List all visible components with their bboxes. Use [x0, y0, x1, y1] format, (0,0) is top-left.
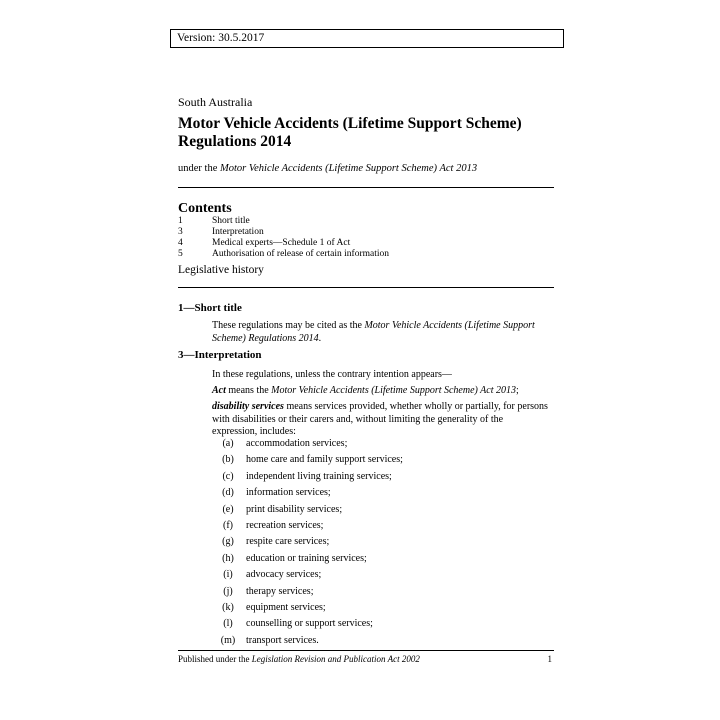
footer-prefix: Published under the	[178, 654, 252, 664]
list-item-label: (h)	[222, 552, 234, 564]
toc-item-label: Authorisation of release of certain information	[212, 249, 390, 259]
document-title: Motor Vehicle Accidents (Lifetime Support Scheme) Regulations 2014	[178, 115, 522, 150]
divider-contents	[178, 287, 554, 288]
list-item-label: (b)	[222, 454, 234, 466]
list-item	[210, 487, 403, 503]
definition-act	[212, 385, 552, 398]
toc-item[interactable]	[178, 238, 389, 249]
list-item	[210, 635, 403, 651]
section-3-intro: In these regulations, unless the contrary intention appears—	[212, 369, 452, 380]
list-item-text: accommodation services;	[246, 438, 348, 449]
toc-item-number: 1	[178, 216, 183, 226]
definition-act-term: Act	[212, 385, 226, 396]
definition-ds-text: means services provided, whether wholly or partially, for persons with disabilities or their carers and, without limiting the generality of the expression, includes:	[212, 401, 548, 437]
version-label: Version: 30.5.2017	[177, 32, 265, 44]
list-item	[210, 618, 403, 634]
list-item	[210, 454, 403, 470]
under-act-line	[178, 163, 477, 174]
list-item-text: transport services.	[246, 634, 319, 646]
list-item-label: (j)	[223, 585, 233, 597]
toc-item-label: Short title	[212, 216, 250, 226]
list-item	[210, 536, 403, 552]
definition-act-name: Motor Vehicle Accidents (Lifetime Support Scheme) Act 2013	[271, 385, 517, 396]
page-number: 1	[547, 654, 552, 664]
under-prefix: under the	[178, 163, 220, 174]
divider-top	[178, 187, 554, 188]
list-item-text: recreation services;	[246, 519, 324, 531]
divider-footer	[178, 650, 554, 651]
footer-act-name: Legislation Revision and Publication Act 2002	[251, 654, 420, 664]
list-item	[210, 520, 403, 536]
toc-item[interactable]	[178, 227, 389, 238]
list-item-label: (c)	[222, 470, 234, 482]
definition-ds-term: disability services	[212, 401, 284, 412]
list-item	[210, 569, 403, 585]
list-item-label: (d)	[222, 487, 234, 499]
version-box	[170, 29, 564, 48]
section-1-text	[212, 320, 542, 345]
section-1-heading: 1—Short title	[178, 302, 242, 314]
list-item-text: independent living training services;	[246, 470, 392, 482]
list-item	[210, 438, 403, 454]
list-item-text: therapy services;	[246, 585, 314, 597]
table-of-contents	[178, 216, 389, 260]
list-item-label: (f)	[223, 519, 233, 531]
list-item-text: equipment services;	[246, 601, 326, 613]
list-item	[210, 602, 403, 618]
disability-services-list	[210, 438, 403, 651]
section-1-regulations-name: Motor Vehicle Accidents (Lifetime Support Scheme) Regulations 2014	[212, 320, 535, 344]
list-item-text: home care and family support services;	[246, 454, 403, 466]
list-item-label: (l)	[223, 618, 233, 630]
list-item-label: (k)	[222, 601, 234, 613]
list-item	[210, 586, 403, 602]
list-item-text: counselling or support services;	[246, 618, 373, 630]
toc-item-number: 3	[178, 227, 183, 237]
definition-act-end: ;	[516, 385, 519, 396]
toc-item-label: Interpretation	[212, 227, 264, 237]
list-item-text: education or training services;	[246, 552, 367, 564]
list-item	[210, 553, 403, 569]
contents-heading: Contents	[178, 201, 232, 216]
list-item-label: (a)	[222, 438, 234, 449]
toc-item-number: 4	[178, 238, 183, 248]
list-item	[210, 471, 403, 487]
list-item-label: (i)	[223, 569, 233, 581]
section-3-heading: 3—Interpretation	[178, 349, 262, 361]
definition-act-mid: means the	[225, 385, 272, 396]
toc-item-label: Medical experts—Schedule 1 of Act	[212, 238, 351, 248]
legislative-history-link[interactable]: Legislative history	[178, 264, 264, 276]
list-item-label: (e)	[222, 503, 234, 515]
list-item-label: (m)	[220, 634, 236, 646]
page-footer	[178, 654, 554, 664]
toc-item[interactable]	[178, 216, 389, 227]
toc-item[interactable]	[178, 249, 389, 260]
list-item-text: print disability services;	[246, 503, 343, 515]
toc-item-number: 5	[178, 249, 183, 259]
jurisdiction: South Australia	[178, 95, 253, 109]
section-1-text-suffix: .	[318, 332, 322, 344]
list-item-text: information services;	[246, 487, 331, 499]
list-item	[210, 504, 403, 520]
list-item-label: (g)	[222, 536, 234, 548]
section-1-text-prefix: These regulations may be cited as the	[212, 320, 365, 331]
under-act-name: Motor Vehicle Accidents (Lifetime Support Scheme) Act 2013	[220, 163, 478, 174]
list-item-text: respite care services;	[246, 536, 330, 548]
list-item-text: advocacy services;	[246, 569, 322, 581]
definition-disability-services	[212, 401, 548, 439]
